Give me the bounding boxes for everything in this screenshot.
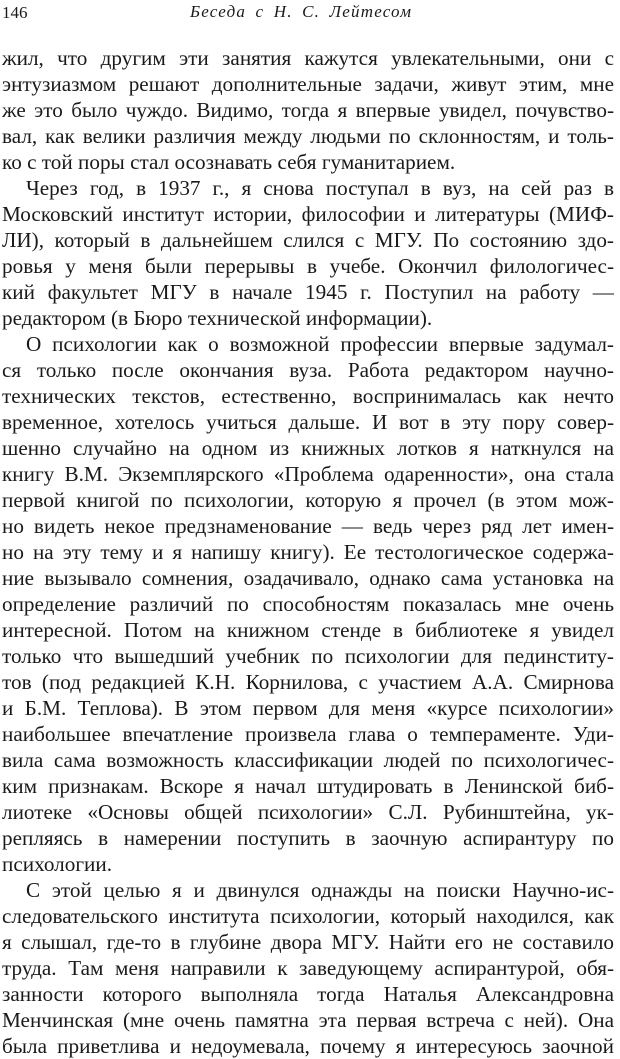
text-line: ся только после окончания вуза. Работа редактором научно-	[2, 358, 614, 382]
text-line: но на эту тему и я напишу книгу). Ее тестологическое содержа-	[2, 540, 614, 564]
text-line: же это было чуждо. Видимо, тогда я впервые увидел, почувство-	[2, 98, 614, 122]
text-line: технических текстов, естественно, воспринималась как нечто	[2, 384, 614, 408]
text-line: занности которого выполняла тогда Наталья Александровна	[2, 982, 614, 1006]
text-line: и Б.М. Теплова). В этом первом для меня «курсе психологии»	[2, 696, 614, 720]
text-line: тов (под редакцией К.Н. Корнилова, с участием А.А. Смирнова	[2, 670, 614, 694]
text-line: книгу В.М. Экземплярского «Проблема одаренности», она стала	[2, 462, 614, 486]
text-line: кий факультет МГУ в начале 1945 г. Поступил на работу —	[2, 280, 614, 304]
body-text	[2, 45, 614, 1059]
text-line: энтузиазмом решают дополнительные задачи, живут этим, мне	[2, 72, 614, 96]
text-line: вила сама возможность классификации людей по психологичес-	[2, 748, 614, 772]
text-line: первой книгой по психологии, которую я прочел (в этом мож-	[2, 488, 614, 512]
text-line: ко с той поры стал осознавать себя гуманитарием.	[2, 150, 456, 174]
text-line: но видеть некое предзнаменование — ведь через ряд лет имен-	[2, 514, 614, 538]
text-line: следовательского института психологии, который находился, как	[2, 904, 614, 928]
paragraph	[2, 175, 614, 331]
text-line: ние вызывало сомнения, озадачивало, однако сама установка на	[2, 566, 614, 590]
text-line: репляясь в намерении поступить в заочную аспирантуру по	[2, 826, 614, 850]
paragraph	[2, 877, 614, 1059]
page-header	[0, 0, 620, 26]
text-line: Московский институт истории, философии и литературы (МИФ-	[2, 202, 614, 226]
text-line: труда. Там меня направили к заведующему аспирантурой, обя-	[2, 956, 614, 980]
text-line: ровья у меня были перерывы в учебе. Окончил филологичес-	[2, 254, 614, 278]
paragraph	[2, 45, 614, 175]
text-line: ким признакам. Вскоре я начал штудировать в Ленинской биб-	[2, 774, 614, 798]
text-line: жил, что другим эти занятия кажутся увлекательными, они с	[2, 46, 614, 70]
text-line: вал, как велики различия между людьми по склонностям, и толь-	[2, 124, 614, 148]
text-line: наибольшее впечатление произвела глава о темпераменте. Уди-	[2, 722, 614, 746]
text-line: временное, хотелось учиться дальше. И вот в эту пору совер-	[2, 410, 614, 434]
text-line: психологии.	[2, 852, 113, 876]
text-line: лиотеке «Основы общей психологии» С.Л. Рубинштейна, ук-	[2, 800, 614, 824]
text-line: была приветлива и недоумевала, почему я интересуюсь заочной	[2, 1034, 614, 1058]
text-line: О психологии как о возможной профессии впервые задумал-	[26, 332, 614, 356]
text-line: Через год, в 1937 г., я снова поступал в вуз, на сей раз в	[26, 176, 614, 200]
text-line: только что вышедший учебник по психологии для пединститу-	[2, 644, 614, 668]
text-line: редактором (в Бюро технической информации).	[2, 306, 433, 330]
text-line: интересной. Потом на книжном стенде в библиотеке я увидел	[2, 618, 614, 642]
text-line: определение различий по способностям показалась мне очень	[2, 592, 614, 616]
page-number: 146	[2, 3, 28, 22]
text-line: шенно случайно на одном из книжных лотков я наткнулся на	[2, 436, 614, 460]
text-line: С этой целью я и двинулся однажды на поиски Научно-ис-	[26, 878, 614, 902]
text-line: я слышал, где-то в глубине двора МГУ. Найти его не составило	[2, 930, 614, 954]
text-line: Менчинская (мне очень памятна эта первая встреча с ней). Она	[2, 1008, 614, 1032]
paragraph	[2, 331, 614, 877]
text-line: ЛИ), который в дальнейшем слился с МГУ. По состоянию здо-	[2, 228, 614, 252]
running-head: Беседа с Н. С. Лейтесом	[190, 2, 413, 21]
